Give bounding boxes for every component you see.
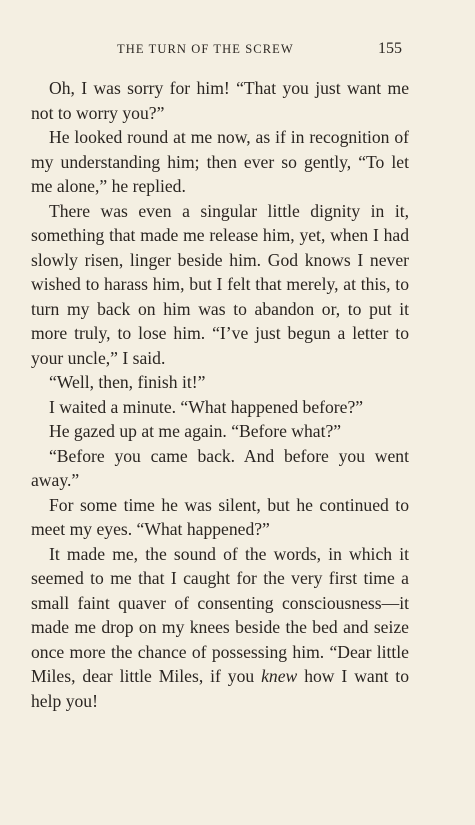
- running-head-title: THE TURN OF THE SCREW: [117, 42, 294, 56]
- paragraph-last: [31, 542, 409, 714]
- paragraph: There was even a singular little dignity in it, something that made me release him, yet, when I had slowly risen, linger beside him. God knows I never wished to harass him, but I felt that merely, at this, to turn my back on him was to abandon or, to put it more truly, to lose him. “I’ve just begun a letter to your uncle,” I said.: [31, 200, 409, 368]
- paragraph: He looked round at me now, as if in recognition of my understanding him; then ever so gently, “To let me alone,” he replied.: [31, 127, 409, 196]
- paragraph: Oh, I was sorry for him! “That you just want me not to worry you?”: [31, 78, 409, 123]
- italic-word: knew: [261, 666, 298, 686]
- running-head: [0, 40, 475, 60]
- paragraph: For some time he was silent, but he continued to meet my eyes. “What happened?”: [31, 494, 409, 539]
- paragraph: “Well, then, finish it!”: [49, 372, 206, 392]
- body-text: [31, 76, 409, 713]
- paragraph: “Before you came back. And before you went away.”: [31, 445, 409, 490]
- page-number: 155: [378, 40, 402, 57]
- paragraph: He gazed up at me again. “Before what?”: [49, 421, 342, 441]
- paragraph-last-tail: how I want to help you!: [31, 666, 409, 711]
- paragraph: I waited a minute. “What happened before?”: [49, 396, 364, 417]
- paragraph-last-text: It made me, the sound of the words, in which it seemed to me that I caught for the very first time a small faint quaver of consenting consciousness—it made me drop on my knees beside the bed and seize once more the chance of possessing him. “Dear little Miles, dear little Miles, if you: [31, 543, 409, 686]
